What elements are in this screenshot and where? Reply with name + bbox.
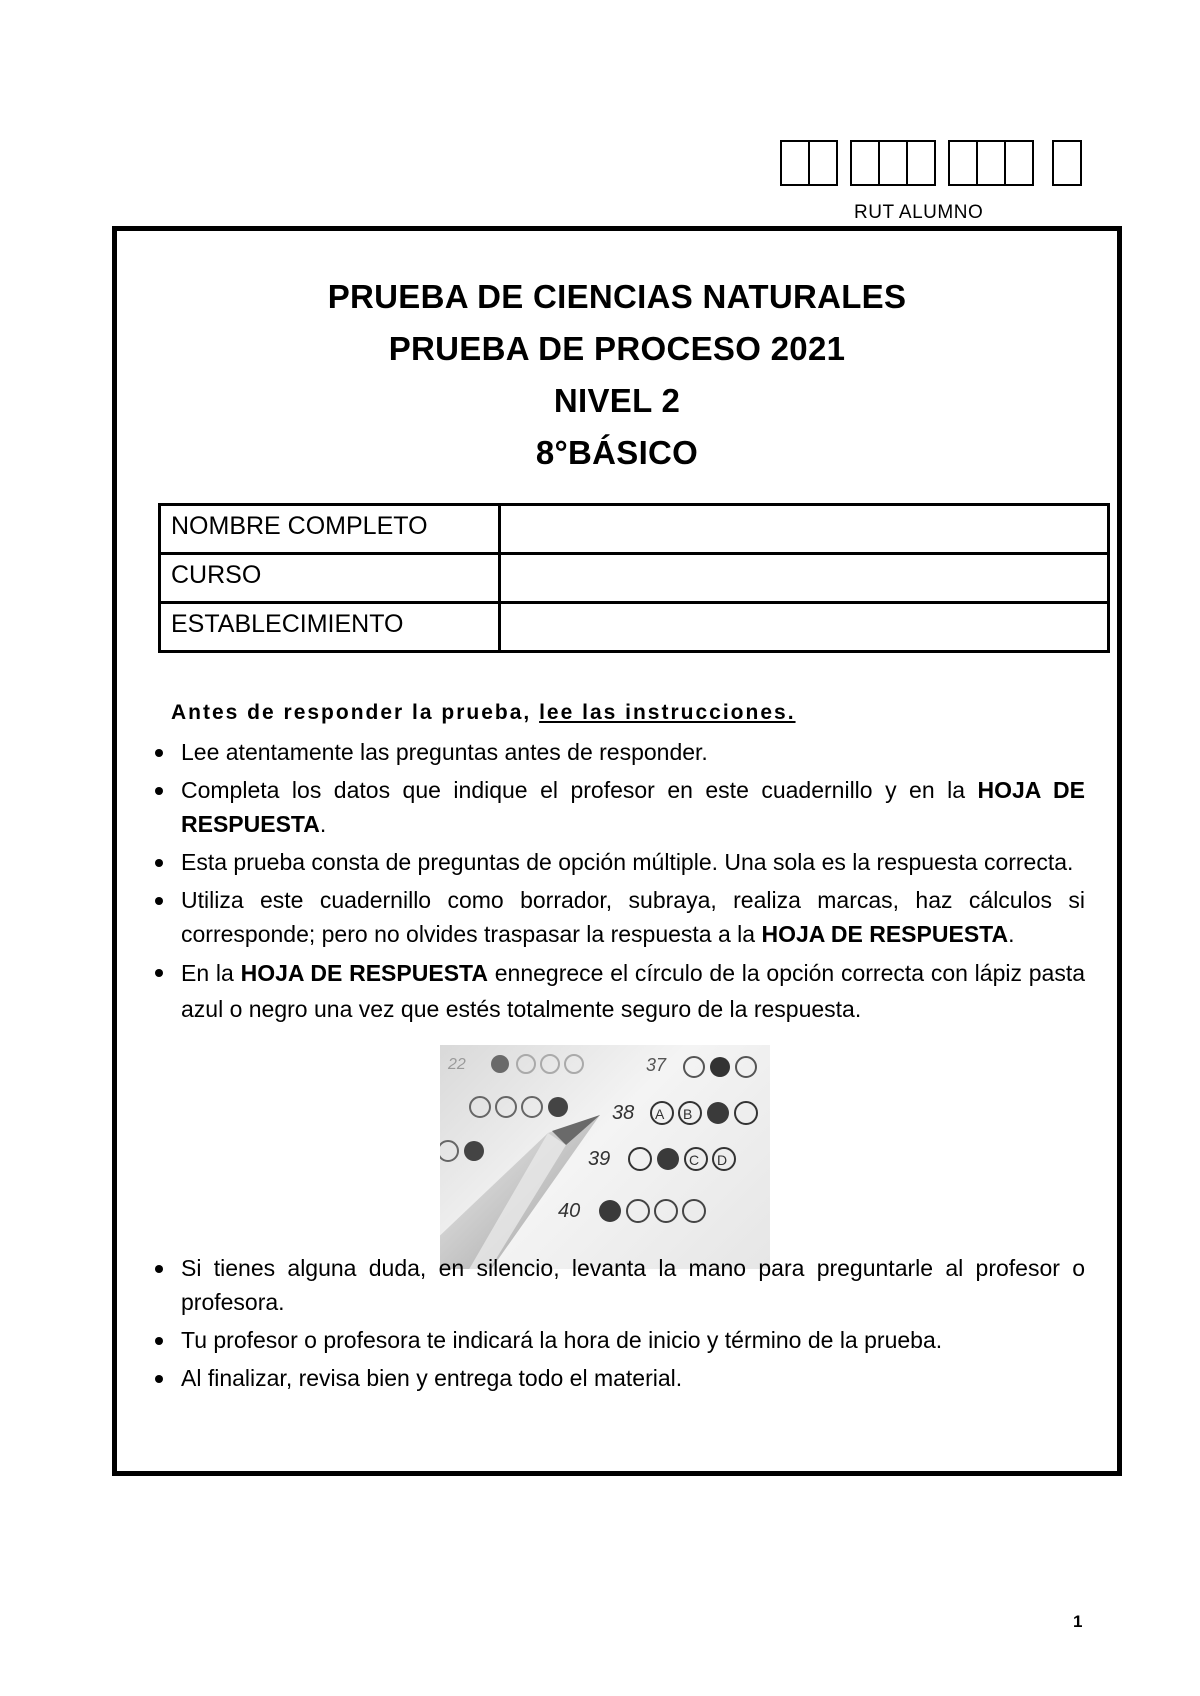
table-row [160, 505, 1109, 554]
answer-sheet-image [440, 1045, 770, 1269]
exam-grade: 8°BÁSICO [535, 434, 699, 471]
table-row [160, 603, 1109, 652]
bubble [627, 1200, 649, 1222]
bubble [629, 1148, 651, 1170]
rut-digit-box[interactable] [780, 140, 810, 186]
instructions-list-top [155, 735, 1085, 1031]
instruction-bold: HOJA DE RESPUESTA [181, 777, 1085, 837]
school-label: ESTABLECIMIENTO [160, 603, 500, 652]
instruction-text: En la [181, 960, 241, 986]
bubble [565, 1055, 583, 1073]
list-item [155, 1323, 1085, 1357]
course-field[interactable] [500, 554, 1109, 603]
bubble [736, 1057, 756, 1077]
answer-number: 37 [646, 1055, 667, 1075]
table-row [160, 554, 1109, 603]
list-item [155, 883, 1085, 951]
instruction-bold: HOJA DE RESPUESTA [240, 960, 488, 986]
answer-number: 38 [612, 1102, 635, 1124]
instruction-text: Tu profesor o profesora te indicará la hora de inicio y término de la prueba. [181, 1327, 943, 1353]
bubble [470, 1097, 490, 1117]
page-number: 1 [1073, 1612, 1083, 1631]
bubble [522, 1097, 542, 1117]
instruction-text: . [1008, 921, 1015, 947]
answer-sheet-illustration [440, 1045, 770, 1269]
rut-digit-box[interactable] [850, 140, 880, 186]
filled-bubble [491, 1055, 509, 1073]
exam-subtitle: PRUEBA DE PROCESO 2021 [388, 330, 846, 367]
filled-bubble [707, 1102, 729, 1124]
instructions-heading [171, 701, 796, 725]
instruction-text: Lee atentamente las preguntas antes de responder. [181, 739, 708, 765]
rut-digit-box[interactable] [906, 140, 936, 186]
list-item [155, 1251, 1085, 1319]
list-item [155, 955, 1085, 1027]
filled-bubble [548, 1097, 568, 1117]
exam-level: NIVEL 2 [553, 382, 681, 419]
instruction-bold: HOJA DE RESPUESTA [761, 921, 1009, 947]
exam-titles [117, 271, 1117, 479]
course-label: CURSO [160, 554, 500, 603]
bubble-letter: A [655, 1106, 665, 1122]
bubble [655, 1200, 677, 1222]
bubble-letter: D [717, 1152, 728, 1168]
rut-field [780, 140, 1110, 223]
list-item [155, 845, 1085, 879]
rut-digit-box[interactable] [808, 140, 838, 186]
filled-bubble [599, 1200, 621, 1222]
instruction-text: Completa los datos que indique el profesor en este cuadernillo y en la [181, 777, 978, 803]
instruction-text: Esta prueba consta de preguntas de opción múltiple. Una sola es la respuesta correcta. [181, 849, 1074, 875]
bubble [735, 1102, 757, 1124]
list-item [155, 773, 1085, 841]
rut-digit-box[interactable] [976, 140, 1006, 186]
rut-check-digit-box[interactable] [1052, 140, 1082, 186]
instructions-heading-underlined: lee las instrucciones. [539, 701, 796, 724]
rut-label: RUT ALUMNO [854, 202, 984, 223]
bubble [440, 1141, 458, 1161]
list-item [155, 735, 1085, 769]
answer-number: 39 [588, 1148, 611, 1170]
exam-cover-frame [112, 226, 1122, 1476]
filled-bubble [464, 1141, 484, 1161]
filled-bubble [710, 1057, 730, 1077]
bubble-letter: B [683, 1106, 693, 1122]
rut-digit-box[interactable] [878, 140, 908, 186]
list-item [155, 1361, 1085, 1395]
instruction-text: ennegrece el círculo de la opción correcta con lápiz pasta azul o negro una vez que estés totalmente seguro de la respuesta. [181, 960, 1085, 1022]
answer-number: 40 [558, 1200, 581, 1222]
bubble [684, 1057, 704, 1077]
rut-digit-box[interactable] [1004, 140, 1034, 186]
bubble [517, 1055, 535, 1073]
student-info-table [158, 503, 1110, 653]
name-label: NOMBRE COMPLETO [160, 505, 500, 554]
instruction-text: Al finalizar, revisa bien y entrega todo el material. [181, 1365, 683, 1391]
exam-title: PRUEBA DE CIENCIAS NATURALES [327, 278, 907, 315]
school-field[interactable] [500, 603, 1109, 652]
bubble-letter: C [689, 1152, 700, 1168]
bubble [496, 1097, 516, 1117]
instruction-text: Si tienes alguna duda, en silencio, levanta la mano para preguntarle al profesor o profesora. [181, 1255, 1085, 1315]
filled-bubble [657, 1148, 679, 1170]
bubble [683, 1200, 705, 1222]
answer-number: 22 [448, 1056, 466, 1073]
name-field[interactable] [500, 505, 1109, 554]
instructions-heading-text: Antes de responder la prueba, [171, 701, 540, 724]
instruction-text: Utiliza este cuadernillo como borrador, subraya, realiza marcas, haz cálculos si corresponde; pero no olvides traspasar la respuesta a la [181, 887, 1085, 947]
bubble [541, 1055, 559, 1073]
instruction-text: . [319, 811, 327, 837]
rut-digit-box[interactable] [948, 140, 978, 186]
instructions-list-bottom [155, 1251, 1085, 1399]
